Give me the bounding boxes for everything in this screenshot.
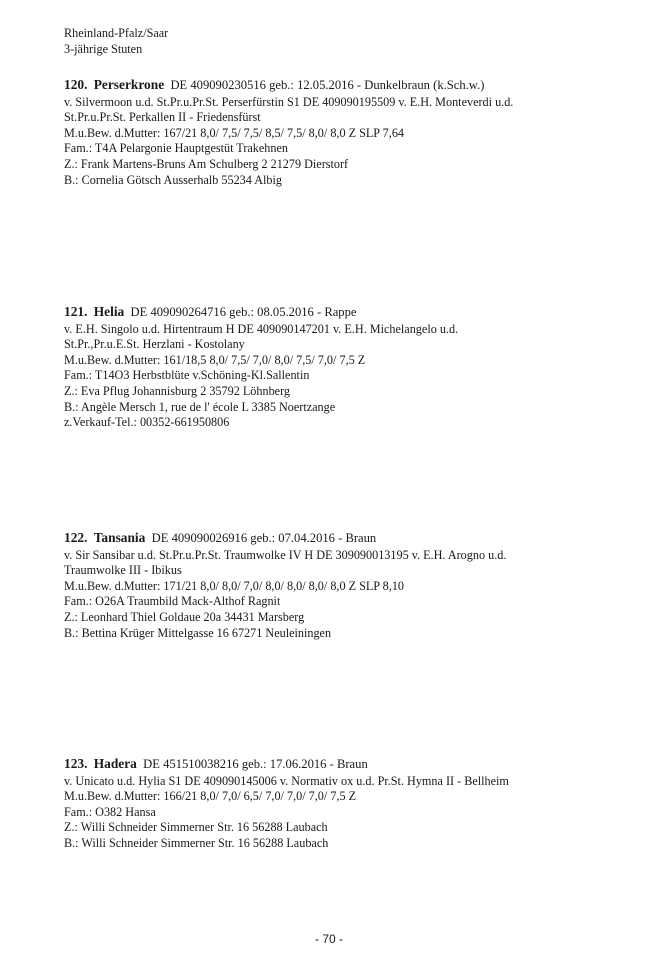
region-label: Rheinland-Pfalz/Saar <box>64 26 169 40</box>
family-line: Fam.: O26A Traumbild Mack-Althof Ragnit <box>64 594 281 609</box>
dam-evaluation: M.u.Bew. d.Mutter: 167/21 8,0/ 7,5/ 7,5/ 8,5/ 7,5/ 8,0/ 8,0 Z SLP 7,64 <box>64 125 405 140</box>
entry-details: DE 409090264716 geb.: 08.05.2016 - Rappe <box>130 305 357 319</box>
horse-name: Perserkrone <box>93 77 165 92</box>
entry-details: DE 451510038216 geb.: 17.06.2016 - Braun <box>143 757 368 771</box>
entry-details: DE 409090230516 geb.: 12.05.2016 - Dunkelbraun (k.Sch.w.) <box>170 78 485 92</box>
category-label: 3-jährige Stuten <box>64 41 143 56</box>
sale-phone-line: z.Verkauf-Tel.: 00352-661950806 <box>64 415 230 430</box>
owner-line: B.: Willi Schneider Simmerner Str. 16 56288 Laubach <box>64 835 329 850</box>
breeder-line: Z.: Willi Schneider Simmerner Str. 16 56288 Laubach <box>64 820 328 835</box>
breeder-line: Z.: Eva Pflug Johannisburg 2 35792 Löhnberg <box>64 383 291 398</box>
entry-details: DE 409090026916 geb.: 07.04.2016 - Braun <box>151 531 377 545</box>
pedigree-line: v. Sir Sansibar u.d. St.Pr.u.Pr.St. Traumwolke IV H DE 309090013195 v. E.H. Arogno u.d. <box>64 547 507 562</box>
owner-line: B.: Bettina Krüger Mittelgasse 16 67271 Neuleiningen <box>64 625 332 640</box>
entry-title <box>64 530 654 547</box>
entry-number: 123. <box>64 756 88 771</box>
pedigree-line: v. Silvermoon u.d. St.Pr.u.Pr.St. Perserfürstin S1 DE 409090195509 v. E.H. Monteverdi u.d. <box>64 94 514 109</box>
pedigree-line: v. Unicato u.d. Hylia S1 DE 409090145006 v. Normativ ox u.d. Pr.St. Hymna II - Bellheim <box>64 773 509 788</box>
entry-title <box>64 304 654 321</box>
owner-line: B.: Cornelia Götsch Ausserhalb 55234 Albig <box>64 172 283 187</box>
horse-entry-120 <box>64 77 654 188</box>
horse-entry-122 <box>64 530 654 641</box>
pedigree-line: v. E.H. Singolo u.d. Hirtentraum H DE 409090147201 v. E.H. Michelangelo u.d. <box>64 321 459 336</box>
entry-number: 120. <box>64 77 88 92</box>
page-number: - 70 - <box>314 932 343 946</box>
horse-name: Helia <box>93 304 125 319</box>
entry-title <box>64 77 654 94</box>
horse-name: Tansania <box>93 530 146 545</box>
dam-evaluation: M.u.Bew. d.Mutter: 166/21 8,0/ 7,0/ 6,5/ 7,0/ 7,0/ 7,0/ 7,5 Z <box>64 789 357 804</box>
breeder-line: Z.: Frank Martens-Bruns Am Schulberg 2 21279 Dierstorf <box>64 156 349 171</box>
breeder-line: Z.: Leonhard Thiel Goldaue 20a 34431 Marsberg <box>64 609 305 624</box>
pedigree-line: Traumwolke III - Ibikus <box>64 563 182 578</box>
dam-evaluation: M.u.Bew. d.Mutter: 171/21 8,0/ 8,0/ 7,0/ 8,0/ 8,0/ 8,0/ 8,0 Z SLP 8,10 <box>64 578 405 593</box>
horse-entry-123 <box>64 756 654 852</box>
family-line: Fam.: T4A Pelargonie Hauptgestüt Trakehnen <box>64 141 288 156</box>
entry-number: 121. <box>64 304 88 319</box>
page-header <box>64 26 168 57</box>
family-line: Fam.: T14O3 Herbstblüte v.Schöning-Kl.Sallentin <box>64 368 310 383</box>
pedigree-line: St.Pr.u.Pr.St. Perkallen II - Friedensfürst <box>64 110 261 125</box>
family-line: Fam.: O382 Hansa <box>64 804 156 819</box>
entry-title <box>64 756 654 773</box>
entry-number: 122. <box>64 530 88 545</box>
owner-line: B.: Angèle Mersch 1, rue de l' école L 3385 Noertzange <box>64 399 336 414</box>
pedigree-line: St.Pr.,Pr.u.E.St. Herzlani - Kostolany <box>64 337 245 352</box>
horse-name: Hadera <box>93 756 137 771</box>
dam-evaluation: M.u.Bew. d.Mutter: 161/18,5 8,0/ 7,5/ 7,0/ 8,0/ 7,5/ 7,0/ 7,5 Z <box>64 352 366 367</box>
horse-entry-121 <box>64 304 654 431</box>
